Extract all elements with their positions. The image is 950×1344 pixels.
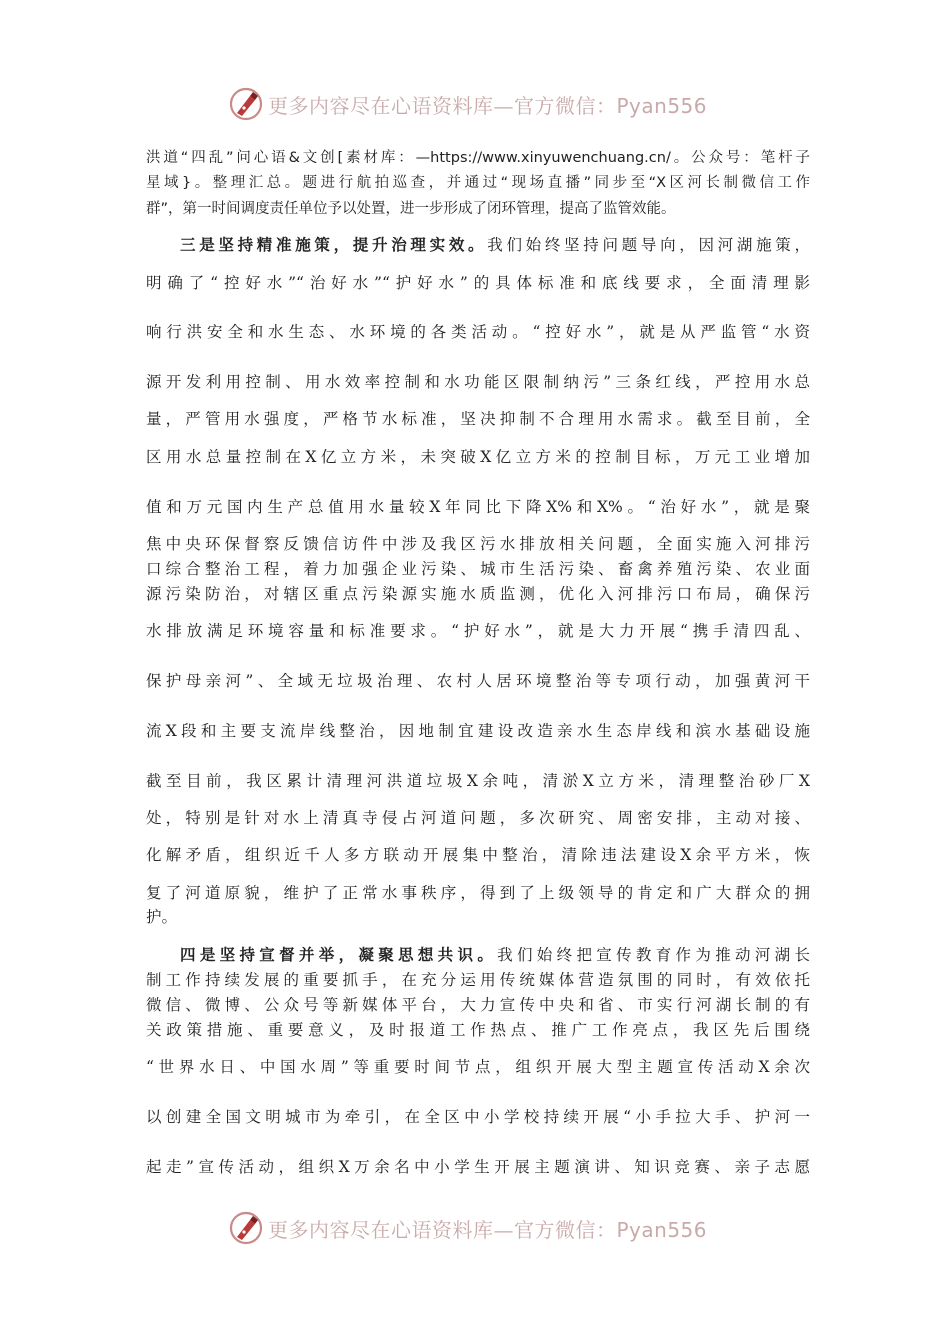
banner-account: Pyan556 xyxy=(616,1217,708,1242)
text-line: 星域}。整理汇总。题进行航拍巡查，并通过“现场直播”同步至“X区河长制微信工作 xyxy=(146,175,810,191)
pen-nib-logo-icon xyxy=(228,86,264,122)
text-line: 区用水总量控制在X亿立方米，未突破X亿立方米的控制目标，万元工业增加 xyxy=(146,448,810,466)
text-line: “世界水日、中国水周”等重要时间节点，组织开展大型主题宣传活动X余次 xyxy=(146,1058,810,1076)
text-line: 源开发利用控制、用水效率控制和水功能区限制纳污”三条红线，严控用水总 xyxy=(146,373,810,391)
text-line: 关政策措施、重要意义，及时报道工作热点、推广工作亮点，我区先后围绕 xyxy=(146,1021,810,1039)
text-line: 流X段和主要支流岸线整治，因地制宜建设改造亲水生态岸线和滨水基础设施 xyxy=(146,722,810,740)
text-line: 处，特别是针对水上清真寺侵占河道问题，多次研究、周密安排，主动对接、 xyxy=(146,809,810,827)
banner-text: 更多内容尽在心语资料库—官方微信： xyxy=(268,1217,617,1242)
paragraph-first-line: 三是坚持精准施策，提升治理实效。我们始终坚持问题导向，因河湖施策， xyxy=(180,236,810,254)
paragraph-first-line: 四是坚持宣督并举，凝聚思想共识。我们始终把宣传教育作为推动河湖长 xyxy=(180,946,810,964)
footer-watermark-banner xyxy=(228,1208,728,1248)
section-heading-third: 三是坚持精准施策，提升治理实效。 xyxy=(180,236,488,254)
text-line: 保护母亲河”、全域无垃圾治理、农村人居环境整治等专项行动，加强黄河干 xyxy=(146,672,810,690)
text-line: 水排放满足环境容量和标准要求。“护好水”，就是大力开展“携手清四乱、 xyxy=(146,622,810,640)
text-line: 明确了“控好水”“治好水”“护好水”的具体标准和底线要求，全面清理影 xyxy=(146,274,810,292)
text-line: 响行洪安全和水生态、水环境的各类活动。“控好水”，就是从严监管“水资 xyxy=(146,323,810,341)
section-heading-fourth: 四是坚持宣督并举，凝聚思想共识。 xyxy=(180,946,498,964)
header-watermark-banner xyxy=(228,84,728,124)
text-line: 源污染防治，对辖区重点污染源实施水质监测，优化入河排污口布局，确保污 xyxy=(146,585,810,603)
text-line: 量，严管用水强度，严格节水标准，坚决抑制不合理用水需求。截至目前，全 xyxy=(146,410,810,428)
text-line: 值和万元国内生产总值用水量较X年同比下降X%和X%。“治好水”，就是聚 xyxy=(146,498,810,516)
text-line: 微信、微博、公众号等新媒体平台，大力宣传中央和省、市实行河湖长制的有 xyxy=(146,996,810,1014)
text-line: 护。 xyxy=(146,908,178,926)
text-line: 群”，第一时间调度责任单位予以处置，进一步形成了闭环管理，提高了监管效能。 xyxy=(146,201,676,217)
text-line: 截至目前，我区累计清理河洪道垃圾X余吨，清淤X立方米，清理整治砂厂X xyxy=(146,772,810,790)
text-line: 制工作持续发展的重要抓手，在充分运用传统媒体营造氛围的同时，有效依托 xyxy=(146,971,810,989)
text-line: 复了河道原貌，维护了正常水事秩序，得到了上级领导的肯定和广大群众的拥 xyxy=(146,884,810,902)
text-line: 以创建全国文明城市为牵引，在全区中小学校持续开展“小手拉大手、护河一 xyxy=(146,1108,810,1126)
pen-nib-logo-icon xyxy=(228,1210,264,1246)
text-line: 焦中央环保督察反馈信访件中涉及我区污水排放相关问题，全面实施入河排污 xyxy=(146,535,810,553)
text-line: 化解矛盾，组织近千人多方联动开展集中整治，清除违法建设X余平方米，恢 xyxy=(146,846,810,864)
banner-account: Pyan556 xyxy=(616,93,708,118)
text-line: 起走”宣传活动，组织X万余名中小学生开展主题演讲、知识竞赛、亲子志愿 xyxy=(146,1158,810,1176)
text-line: 洪道“四乱”问心语&文创[素材库：—https://www.xinyuwenchuang.cn/。公众号：笔杆子 xyxy=(146,150,810,166)
text-line: 口综合整治工程，着力加强企业污染、城市生活污染、畜禽养殖污染、农业面 xyxy=(146,560,810,578)
banner-text: 更多内容尽在心语资料库—官方微信： xyxy=(268,93,617,118)
